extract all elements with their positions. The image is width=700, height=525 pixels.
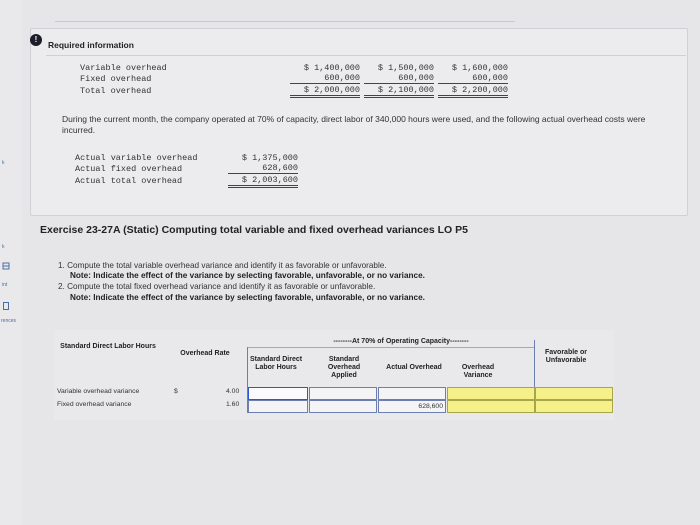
sidebar-label[interactable]: rences [1, 318, 17, 324]
instruction-note [70, 293, 425, 302]
budget-value: $ 1,500,000 [377, 63, 434, 73]
budget-value: $ 2,100,000 [364, 85, 434, 98]
actual-value: $ 2,003,600 [228, 175, 298, 188]
favorable-unfavorable-select[interactable] [535, 400, 613, 413]
budget-label: Fixed overhead [80, 74, 152, 84]
instruction-text: 2. Compute the total fixed overhead variance and identify it as favorable or unfavorable. [58, 282, 376, 291]
actual-label: Actual fixed overhead [75, 164, 183, 174]
budget-label: Variable overhead [80, 63, 167, 73]
references-icon[interactable] [2, 302, 10, 310]
budget-value: $ 1,400,000 [303, 63, 360, 73]
rate-value: 1.60 [226, 401, 240, 408]
sidebar-label[interactable]: int [2, 282, 8, 288]
overhead-variance-input[interactable] [447, 387, 535, 400]
actual-label: Actual total overhead [75, 176, 183, 186]
actual-label: Actual variable overhead [75, 153, 198, 163]
header-favorable-unfavorable: Favorable or Unfavorable [544, 349, 587, 364]
budget-value: 600,000 [438, 73, 508, 84]
gradebook-icon[interactable] [2, 262, 10, 270]
budget-value: $ 1,600,000 [451, 63, 508, 73]
header-actual-overhead: Actual Overhead [386, 364, 442, 371]
budget-label: Total overhead [80, 86, 152, 96]
required-info-title: Required information [48, 40, 134, 50]
header-std-dl-hours-sub: Standard Direct Labor Hours [249, 356, 303, 371]
instruction-note-text: Note: Indicate the effect of the variance by selecting favorable, unfavorable, or no variance. [70, 293, 425, 302]
scenario-paragraph: During the current month, the company operated at 70% of capacity, direct labor of 340,000 hours were used, and the following actual overhead costs were incurred. [62, 114, 646, 135]
budget-value: $ 2,000,000 [290, 85, 360, 98]
divider [55, 21, 515, 22]
budget-value: 600,000 [364, 73, 434, 84]
overhead-variance-input[interactable] [447, 400, 535, 413]
sidebar-label: k [2, 244, 5, 250]
favorable-unfavorable-select[interactable] [535, 387, 613, 400]
exercise-title: Exercise 23-27A (Static) Computing total variable and fixed overhead variances LO P5 [40, 224, 468, 236]
capacity-header: --------At 70% of Operating Capacity-------- [333, 338, 469, 345]
budget-value: $ 2,200,000 [438, 85, 508, 98]
std-overhead-applied-input[interactable] [309, 387, 377, 400]
budget-value: 600,000 [290, 73, 360, 84]
std-dl-hours-input[interactable] [248, 400, 308, 413]
instruction-note [70, 271, 425, 280]
std-dl-hours-input[interactable] [248, 387, 308, 400]
rate-value: 4.00 [226, 388, 240, 395]
actual-overhead-input[interactable] [378, 387, 446, 400]
header-overhead-variance: Overhead Variance [461, 364, 495, 379]
header-overhead-rate: Overhead Rate [180, 350, 230, 357]
actual-value: $ 1,375,000 [241, 153, 298, 163]
header-std-overhead-applied: Standard Overhead Applied [327, 356, 361, 379]
sidebar-label: k [2, 160, 5, 166]
actual-value: 628,600 [228, 163, 298, 174]
actual-overhead-input[interactable]: 628,600 [378, 400, 446, 413]
header-std-dl-hours: Standard Direct Labor Hours [60, 343, 156, 350]
instruction-text: 1. Compute the total variable overhead variance and identify it as favorable or unfavorable. [58, 261, 387, 270]
std-overhead-applied-input[interactable] [309, 400, 377, 413]
row-label-variable: Variable overhead variance [57, 388, 140, 395]
row-label-fixed: Fixed overhead variance [57, 401, 132, 408]
info-icon: ! [30, 34, 42, 46]
divider [247, 347, 534, 348]
currency-symbol: $ [174, 388, 178, 395]
divider [46, 55, 686, 56]
instruction-note-text: Note: Indicate the effect of the variance by selecting favorable, unfavorable, or no variance. [70, 271, 425, 280]
